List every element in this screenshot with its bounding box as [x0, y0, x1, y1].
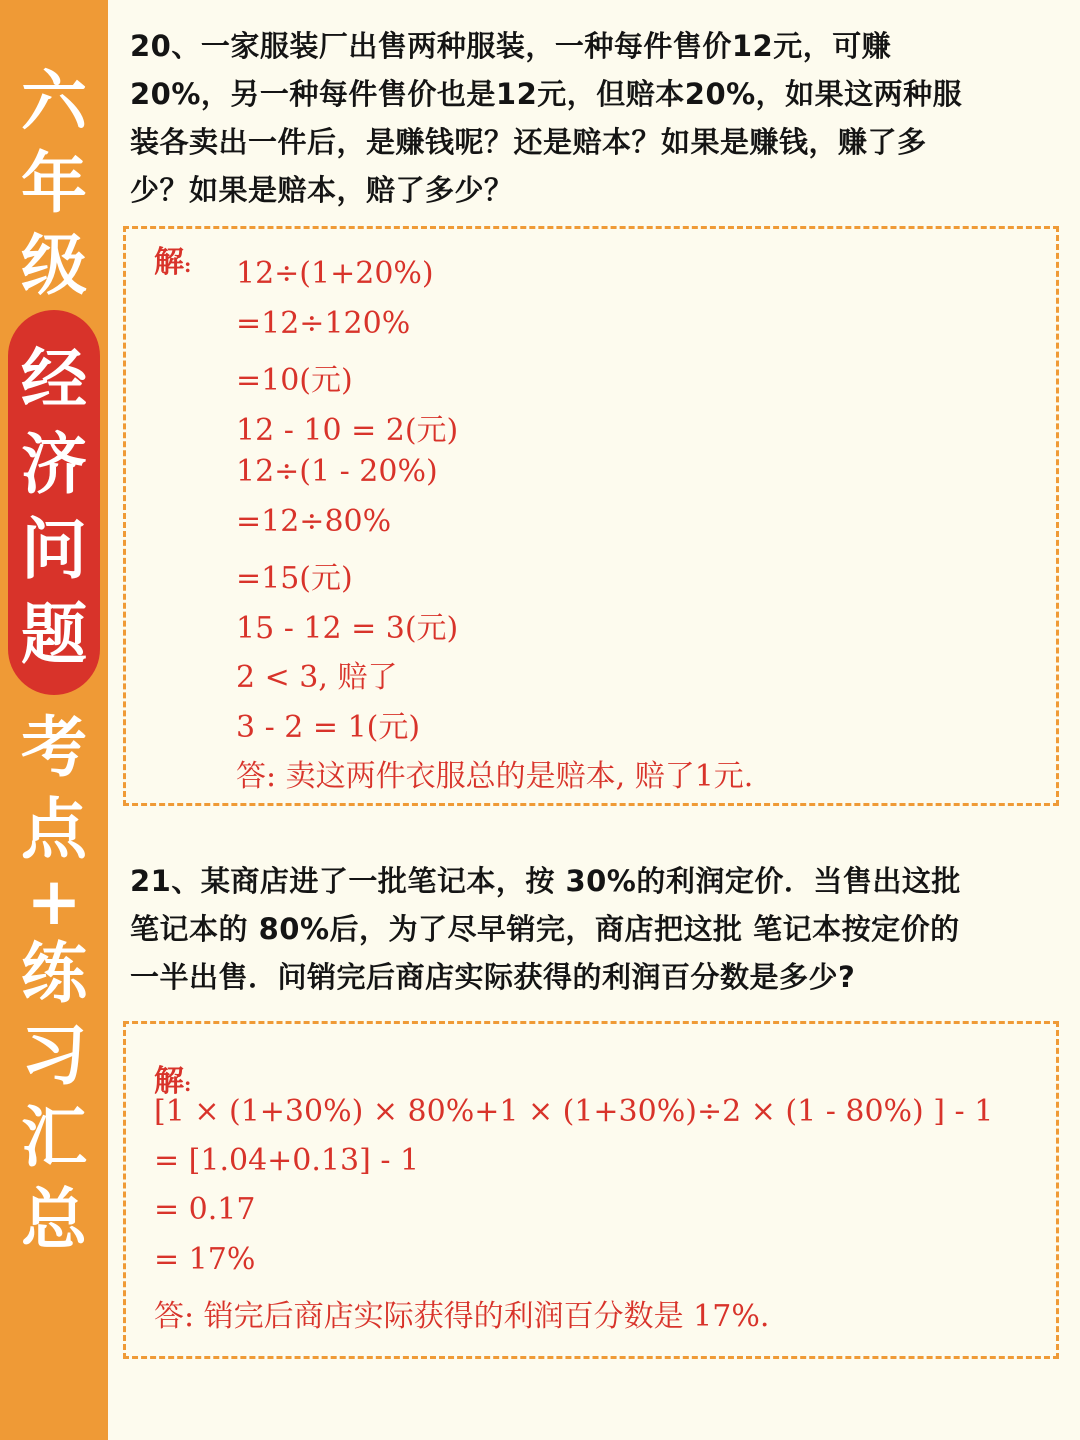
banner-char: 问 — [21, 511, 87, 588]
solution-line: 2 < 3, 赔了 — [236, 660, 398, 695]
solution-line: =15(元) — [236, 561, 353, 596]
solution-line: [1 × (1+30%) × 80%+1 × (1+30%)÷2 × (1 - 80%) ] - 1 — [154, 1094, 994, 1129]
question-line: 笔记本的 80%后，为了尽早销完，商店把这批 笔记本按定价的 — [130, 912, 960, 946]
banner-char: + — [26, 863, 82, 940]
banner-char: 总 — [21, 1181, 87, 1258]
banner-char: 六 — [21, 63, 87, 140]
banner-char: 年 — [21, 145, 87, 222]
solution-line: 15 - 12 = 3(元) — [236, 611, 459, 646]
question-line: 21、某商店进了一批笔记本，按 30%的利润定价．当售出这批 — [130, 864, 961, 898]
banner-char: 经 — [21, 341, 87, 418]
solution-line: 3 - 2 = 1(元) — [236, 710, 421, 745]
question-20 — [130, 22, 1060, 214]
solution-answer: 答: 销完后商店实际获得的利润百分数是 17%. — [154, 1299, 770, 1334]
question-line: 少？如果是赔本，赔了多少？ — [130, 173, 514, 207]
banner-char: 汇 — [21, 1099, 87, 1176]
solution-answer: 答: 卖这两件衣服总的是赔本, 赔了1元. — [236, 759, 754, 794]
side-banner — [0, 0, 108, 1440]
solution-line: 12 - 10 = 2(元) — [236, 413, 459, 448]
banner-char: 练 — [21, 935, 87, 1012]
banner-char: 题 — [21, 596, 87, 673]
solution-line: 12÷(1+20%) — [236, 256, 434, 291]
solution-label: 解: — [154, 1064, 192, 1099]
banner-char: 级 — [21, 227, 87, 304]
question-line: 20%，另一种每件售价也是12元，但赔本20%，如果这两种服 — [130, 77, 963, 111]
question-line: 装各卖出一件后，是赚钱呢？还是赔本？如果是赚钱，赚了多 — [130, 125, 927, 159]
banner-char: 习 — [21, 1017, 87, 1094]
solution-line: = [1.04+0.13] - 1 — [154, 1143, 420, 1178]
banner-char: 点 — [21, 791, 87, 868]
solution-label: 解: — [154, 245, 192, 280]
banner-char: 考 — [21, 709, 87, 786]
question-line: 一半出售．问销完后商店实际获得的利润百分数是多少? — [130, 960, 856, 994]
solution-line: = 17% — [154, 1242, 256, 1277]
solution-line: =12÷120% — [236, 306, 411, 341]
question-line: 20、一家服装厂出售两种服装，一种每件售价12元，可赚 — [130, 29, 892, 63]
solution-line: = 0.17 — [154, 1192, 256, 1227]
question-21 — [130, 857, 1060, 1001]
solution-box-20 — [123, 226, 1059, 806]
solution-line: =12÷80% — [236, 504, 392, 539]
banner-char: 济 — [21, 426, 87, 503]
solution-line: 12÷(1 - 20%) — [236, 454, 438, 489]
solution-box-21 — [123, 1021, 1059, 1359]
solution-line: =10(元) — [236, 363, 353, 398]
